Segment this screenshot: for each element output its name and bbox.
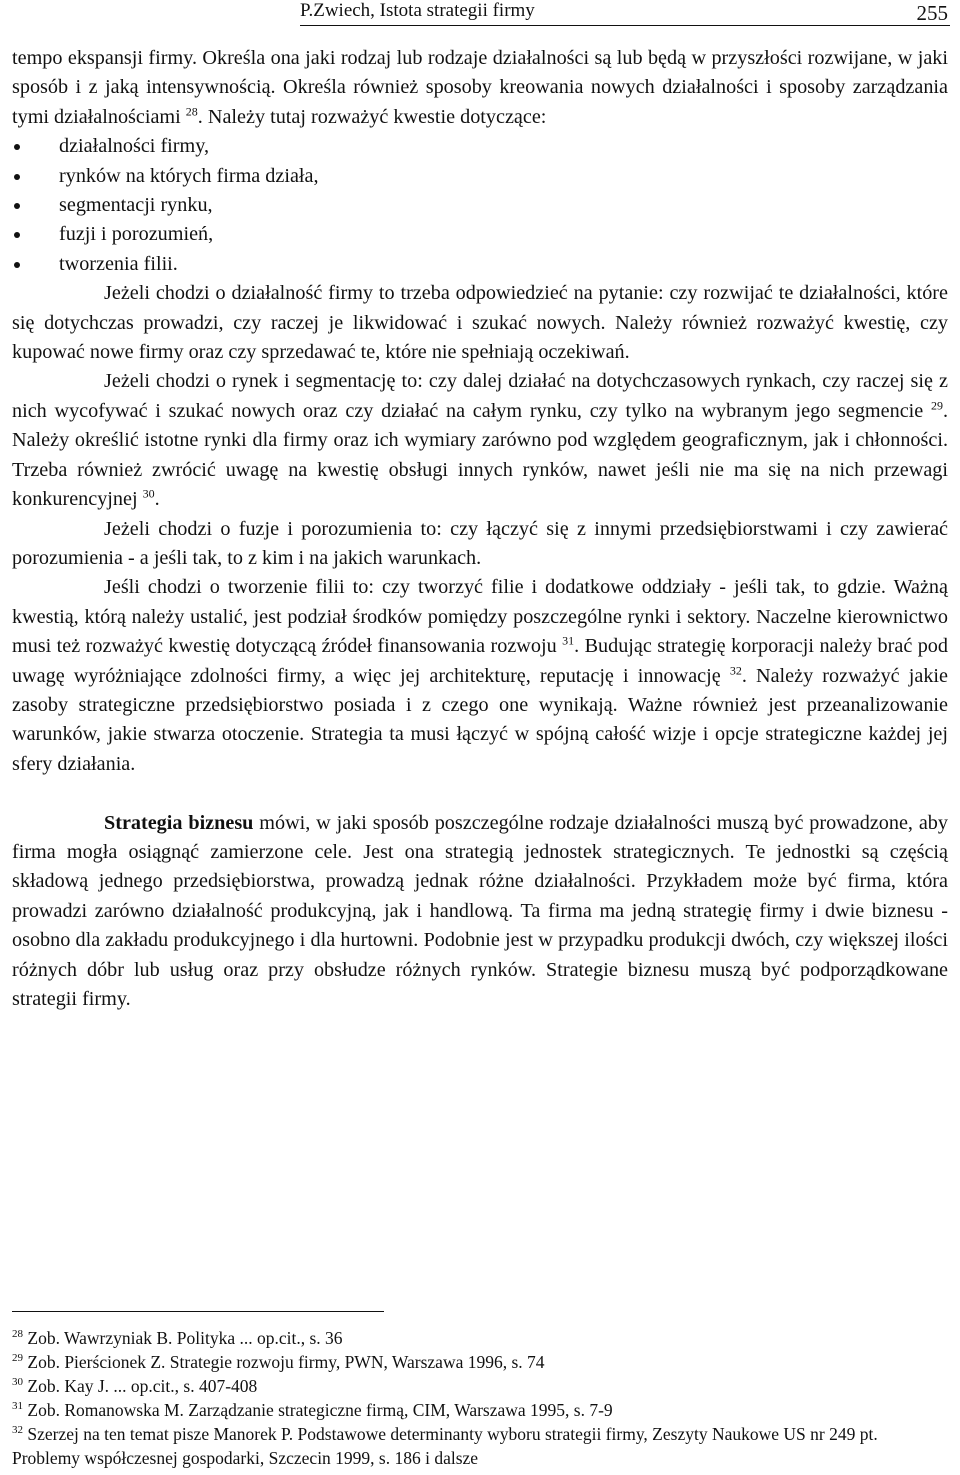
paragraph-3: Jeżeli chodzi o rynek i segmentację to: czy dalej działać na dotychczasowych rynkach, czy raczej się z nich wycofywać i szukać nowych oraz czy działać na całym rynku, czy tylko na wybranym jego segmencie $^{29}$. Należy określić istotne rynki dla firmy oraz ich wymiary zarówno pod względem geograficznym, jak i chłonności. Trzeba również zwrócić uwagę na kwestię obsługi innych rynków, nawet jeśli nie ma się na nich przewagi konkurencyjnej $^{30}$. — [12, 370, 948, 511]
paragraph-6: Strategia biznesu mówi, w jaki sposób poszczególne rodzaje działalności muszą być prowadzone, aby firma mogła osiągnąć zamierzone cele. Jest ona strategią jednostek strategicznych. Te jednostki są częścią składową jednego przedsiębiorstwa, prowadzą jednak różne działalności. Przykładem może być firma, która prowadzi zarówno działalność produkcyjną, jak i handlową. Ta firma ma jedną strategię firmy i dwie biznesu - osobno dla zakładu produkcyjnego i dla hurtowni. Podobnie jest w przypadku produkcji dwóch, czy większej ilości różnych dóbr lub usług oraz przy obsłudze różnych rynków. Strategie biznesu muszą być podporządkowane strategii firmy. — [12, 811, 948, 1010]
header-rule — [300, 25, 950, 26]
footnote-ref-28[interactable]: 28 — [185, 104, 198, 119]
paragraph-1: tempo ekspansji firmy. Określa ona jaki rodzaj lub rodzaje działalności są lub będą w przyszłości rozwijane, w jaki sposób i z jaką intensywnością. Określa również sposoby kreowania nowych działalności i sposoby zarządzania tymi działalnościami $^{28}$. Należy tutaj rozważyć kwestie dotyczące: — [12, 47, 948, 128]
footnote-29: $^{29}$ Zob. Pierścionek Z. Strategie rozwoju firmy, PWN, Warszawa 1996, s. 74 — [12, 1352, 545, 1372]
bullet-icon — [14, 232, 20, 238]
footnote-ref-29[interactable]: 29 — [930, 398, 943, 413]
footnote-ref-31[interactable]: 31 — [562, 633, 575, 648]
bullet-icon — [14, 203, 20, 209]
page-number: 255 — [916, 1, 948, 25]
footnote-28: $^{28}$ Zob. Wawrzyniak B. Polityka ... op.cit., s. 36 — [12, 1328, 343, 1348]
list-item: działalności firmy, — [12, 132, 948, 161]
page-header — [0, 0, 960, 28]
paragraph-2: Jeżeli chodzi o działalność firmy to trzeba odpowiedzieć na pytanie: czy rozwijać te działalności, które się dotychczas prowadzi, czy raczej je likwidować i szukać nowych. Należy również rozważyć kwestię, czy kupować nowe firmy oraz czy sprzedawać te, które nie spełniają oczekiwań. — [12, 282, 948, 364]
term-strategia-biznesu: Strategia biznesu — [104, 811, 254, 834]
bullet-icon — [14, 262, 20, 268]
main-text — [12, 44, 948, 1014]
footnote-ref-30[interactable]: 30 — [142, 486, 155, 501]
footnotes — [12, 1326, 948, 1470]
footnote-31: $^{31}$ Zob. Romanowska M. Zarządzanie strategiczne firmą, CIM, Warszawa 1995, s. 7-9 — [12, 1400, 613, 1420]
paragraph-5: Jeśli chodzi o tworzenie filii to: czy tworzyć filie i dodatkowe oddziały - jeśli tak, to gdzie. Ważną kwestią, którą należy ustalić, jest podział środków pomiędzy poszczególne rynki i sektory. Naczelne kierownictwo musi też rozważyć kwestię dotyczącą źródeł finansowania rozwoju $^{31}$. Budując strategię korporacji należy brać pod uwagę wyróżniające zdolności firmy, a więc jej architekturę, reputację i innowację $^{32}$. Należy rozważyć jakie zasoby strategiczne przedsiębiorstwo posiada i z czego one wynikają. Ważne również jest przeanalizowanie warunków, jakie stwarza otoczenie. Strategia ta musi łączyć w spójną całość wizje i opcje strategiczne każdej jej sfery działania. — [12, 576, 948, 775]
bullet-list — [12, 132, 948, 279]
list-item: segmentacji rynku, — [12, 191, 948, 220]
running-title: P.Zwiech, Istota strategii firmy — [300, 0, 535, 21]
list-item: rynków na których firma działa, — [12, 162, 948, 191]
footnote-rule — [12, 1311, 384, 1312]
paragraph-spacer — [12, 779, 948, 808]
list-item: tworzenia filii. — [12, 250, 948, 279]
footnote-30: $^{30}$ Zob. Kay J. ... op.cit., s. 407-408 — [12, 1376, 258, 1396]
footnote-32: $^{32}$ Szerzej na ten temat pisze Manorek P. Podstawowe determinanty wyboru strategii firmy, Zeszyty Naukowe US nr 249 pt. Problemy współczesnej gospodarki, Szczecin 1999, s. 186 i dalsze — [12, 1424, 878, 1468]
list-item: fuzji i porozumień, — [12, 220, 948, 249]
paragraph-4: Jeżeli chodzi o fuzje i porozumienia to: czy łączyć się z innymi przedsiębiorstwami i czy zawierać porozumienia - a jeśli tak, to z kim i na jakich warunkach. — [12, 517, 948, 569]
bullet-icon — [14, 144, 20, 150]
bullet-icon — [14, 174, 20, 180]
footnote-ref-32[interactable]: 32 — [729, 662, 742, 677]
